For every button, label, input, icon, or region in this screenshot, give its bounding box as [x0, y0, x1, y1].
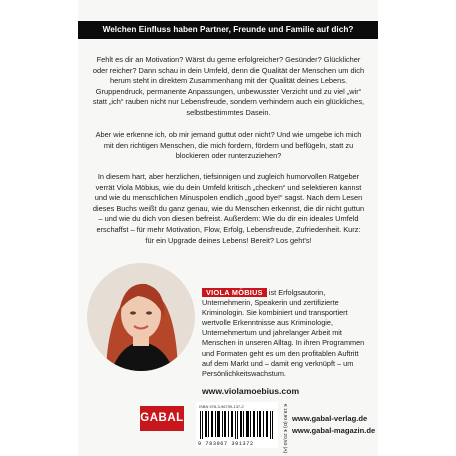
header-title: Welchen Einfluss haben Partner, Freunde und Familie auf dich? [78, 21, 378, 39]
publisher-links [292, 413, 375, 437]
description-paragraph: In diesem hart, aber herzlichen, tiefsinnigen und zugleich humorvollen Ratgeber verrät Viola Möbius, wie du dein Umfeld kritisch „checken“ und selektieren kannst und wie du menschlichen Minuspolen endlich „good bye!“ sagst. Nach dem Lesen dieses Buchs weißt du ganz genau, wie du Menschen erkennst, die dir nicht guttun – und wie du dich von diesen befreist. Außerdem: Wie du dir ein ideales Umfeld erschaffst – für mehr Motivation, Flow, Erfolg, Lebensfreude, Zufriedenheit. Kurz: für ein Upgrade deines Lebens! Bereit? Los geht's! [92, 172, 365, 245]
barcode-digits: 9 783967 391372 [198, 441, 254, 447]
price-text: € 19,90 (D) € 20,50 (A) [282, 404, 287, 454]
price-label [280, 404, 288, 454]
question-paragraph: Aber wie erkenne ich, ob mir jemand guttut oder nicht? Und wie umgebe ich mich mit den richtigen Menschen, die mich fordern, fördern und beflügeln, statt zu blockieren oder runterzuziehen? [95, 130, 362, 161]
author-bio [202, 288, 370, 379]
author-website[interactable]: www.violamoebius.com [202, 386, 300, 396]
author-name-tag: VIOLA MÖBIUS [202, 288, 267, 297]
author-portrait-image [86, 262, 196, 372]
author-bio-text: ist Erfolgsautorin, Unternehmerin, Speakerin und zertifizierte Kriminologin. Sie kombiniert und transportiert wertvolle Erkenntnisse aus Kriminologie, Unternehmertum und jahrelanger Arbeit mit Menschen in unseren Alltag. In ihren Programmen und Formaten geht es um den profitablen Auftritt auf dem Markt und – damit eng verknüpft – um Persönlichkeitswachstum. [202, 288, 365, 378]
barcode-icon [198, 411, 276, 439]
publisher-url[interactable]: www.gabal-verlag.de [292, 414, 368, 423]
book-back-cover [78, 0, 378, 456]
intro-paragraph: Fehlt es dir an Motivation? Wärst du gerne erfolgreicher? Gesünder? Glücklicher oder reicher? Dann schau in dein Umfeld, denn die Qualität der Menschen um dich herum steht in direktem Zusammenhang mit der Qualität deines Lebens. Gruppendruck, permanente Anpassungen, unbewusster Verzicht und zu viel „wir“ statt „ich“ rauben nicht nur Lebensfreude, sondern verhindern auch ein glückliches, selbstbestimmtes Dasein. [92, 55, 365, 117]
magazine-url[interactable]: www.gabal-magazin.de [292, 426, 376, 435]
barcode-area [196, 402, 278, 448]
publisher-logo: GABAL [140, 406, 184, 431]
isbn-label: ISBN 978-3-96739-137-2 [199, 404, 244, 409]
